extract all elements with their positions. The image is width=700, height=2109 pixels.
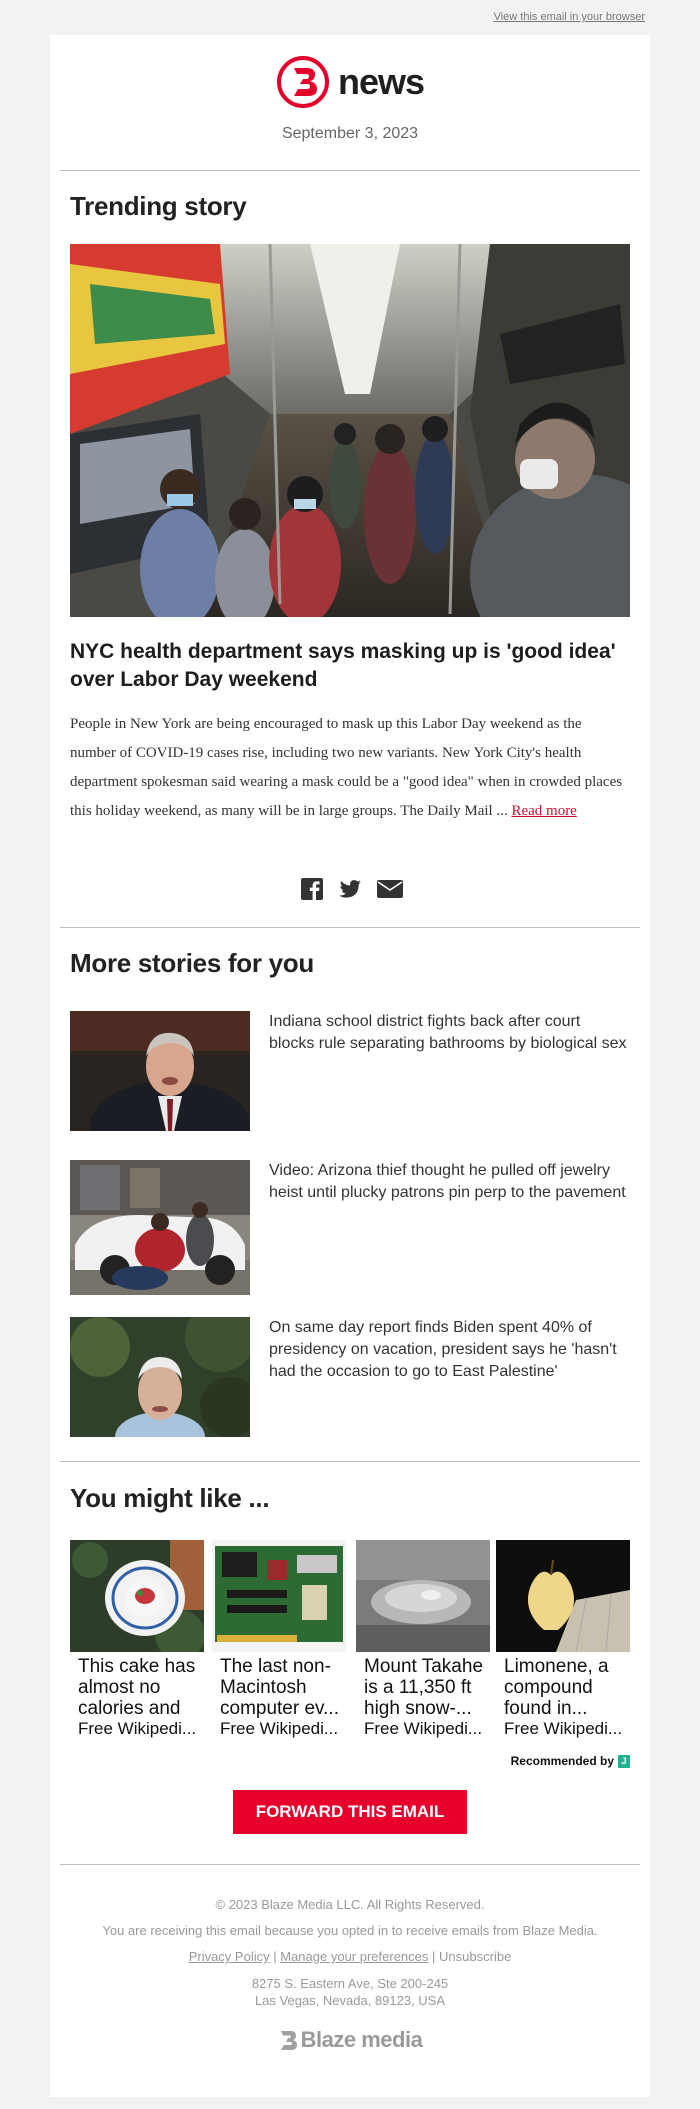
story-title[interactable]: On same day report finds Biden spent 40% of presidency on vacation, president says he 'hasn't had the occasion to go to East Palestine' (269, 1319, 617, 1380)
subway-photo (70, 244, 630, 617)
footer-address-line1: 8275 S. Eastern Ave, Ste 200-245 (251, 1976, 449, 1991)
divider (60, 1461, 640, 1462)
story-item[interactable] (70, 1011, 630, 1131)
footer-links (50, 1949, 650, 1964)
story-thumbnail[interactable] (70, 1160, 250, 1295)
story-title[interactable]: Indiana school district fights back after court blocks rule separating bathrooms by biological sex (269, 1013, 627, 1052)
recommendation-source: Free Wikipedi... (364, 1719, 483, 1738)
story-item[interactable] (70, 1160, 630, 1280)
recommendation-source: Free Wikipedi... (220, 1719, 339, 1738)
issue-date: September 3, 2023 (281, 125, 419, 142)
facebook-icon[interactable] (300, 878, 324, 900)
twitter-icon[interactable] (338, 878, 362, 900)
divider (60, 927, 640, 928)
recommendation-source: Free Wikipedi... (504, 1719, 623, 1738)
brand-name: news (337, 61, 425, 102)
story-thumbnail[interactable] (70, 1317, 250, 1437)
story-thumbnail[interactable] (70, 1011, 250, 1131)
trending-story-image[interactable] (70, 244, 630, 617)
forward-email-button[interactable]: FORWARD THIS EMAIL (233, 1790, 467, 1834)
recommendation-title[interactable]: This cake has almost no calories and (78, 1656, 196, 1719)
trending-summary (70, 710, 630, 826)
footer-address-line2: Las Vegas, Nevada, 89123, USA (254, 1993, 446, 2008)
divider (60, 1864, 640, 1865)
story-item[interactable] (70, 1317, 630, 1437)
footer-opt-in-notice: You are receiving this email because you opted in to receive emails from Blaze Media. (102, 1923, 598, 1938)
view-in-browser-link[interactable]: View this email in your browser (493, 11, 645, 23)
recommendation-title[interactable]: Mount Takahe is a 11,350 ft high snow-... (364, 1656, 484, 1719)
email-card (50, 35, 650, 2097)
recommendation-source: Free Wikipedi... (78, 1719, 197, 1738)
recommendation-title[interactable]: The last non-Macintosh computer ev... (220, 1656, 339, 1719)
recommended-by[interactable] (511, 1754, 630, 1768)
brand-header (50, 55, 650, 109)
recommendation-item[interactable] (70, 1540, 204, 1739)
manage-preferences-link[interactable]: Manage your preferences (280, 1949, 429, 1964)
trending-headline[interactable]: NYC health department says masking up is 'good idea' over Labor Day weekend (70, 640, 616, 691)
trending-summary-text: People in New York are being encouraged to mask up this Labor Day weekend as the number of COVID-19 cases rise, including two new variants. New York City's health department spokesman said wearing a mask could be a "good idea" when in crowded places this holiday weekend, as many will be in large groups. The Daily Mail ... (70, 716, 623, 819)
share-icons (50, 878, 650, 900)
blaze-media-logo[interactable] (50, 2027, 650, 2053)
footer-copyright: © 2023 Blaze Media LLC. All Rights Reserved. (215, 1897, 485, 1912)
recommendation-item[interactable] (212, 1540, 346, 1739)
privacy-policy-link[interactable]: Privacy Policy (188, 1949, 270, 1964)
separator: | (273, 1949, 277, 1964)
recommendation-image[interactable] (356, 1540, 490, 1652)
recommendation-item[interactable] (356, 1540, 490, 1739)
recommendation-image[interactable] (212, 1540, 346, 1652)
unsubscribe-link[interactable]: Unsubscribe (439, 1949, 512, 1964)
more-stories-section-title: More stories for you (70, 948, 314, 978)
footer-logo-text: Blaze media (300, 2027, 423, 2052)
blaze-logo-icon (276, 55, 330, 109)
recommender-logo-icon: J (618, 1755, 630, 1768)
blaze-flame-icon (278, 2029, 298, 2051)
read-more-link[interactable]: Read more (511, 803, 577, 819)
recommendation-title[interactable]: Limonene, a compound found in... (504, 1656, 609, 1719)
recommendation-item[interactable] (496, 1540, 630, 1739)
recommended-by-label: Recommended by (510, 1754, 614, 1768)
separator: | (432, 1949, 436, 1964)
divider (60, 170, 640, 171)
email-icon[interactable] (376, 878, 400, 900)
trending-section-title: Trending story (70, 191, 247, 221)
story-title[interactable]: Video: Arizona thief thought he pulled off jewelry heist until plucky patrons pin perp to the pavement (269, 1162, 626, 1201)
you-might-like-section-title: You might like ... (70, 1483, 270, 1513)
recommendation-image[interactable] (496, 1540, 630, 1652)
recommendation-widget (70, 1540, 630, 1740)
recommendation-image[interactable] (70, 1540, 204, 1652)
